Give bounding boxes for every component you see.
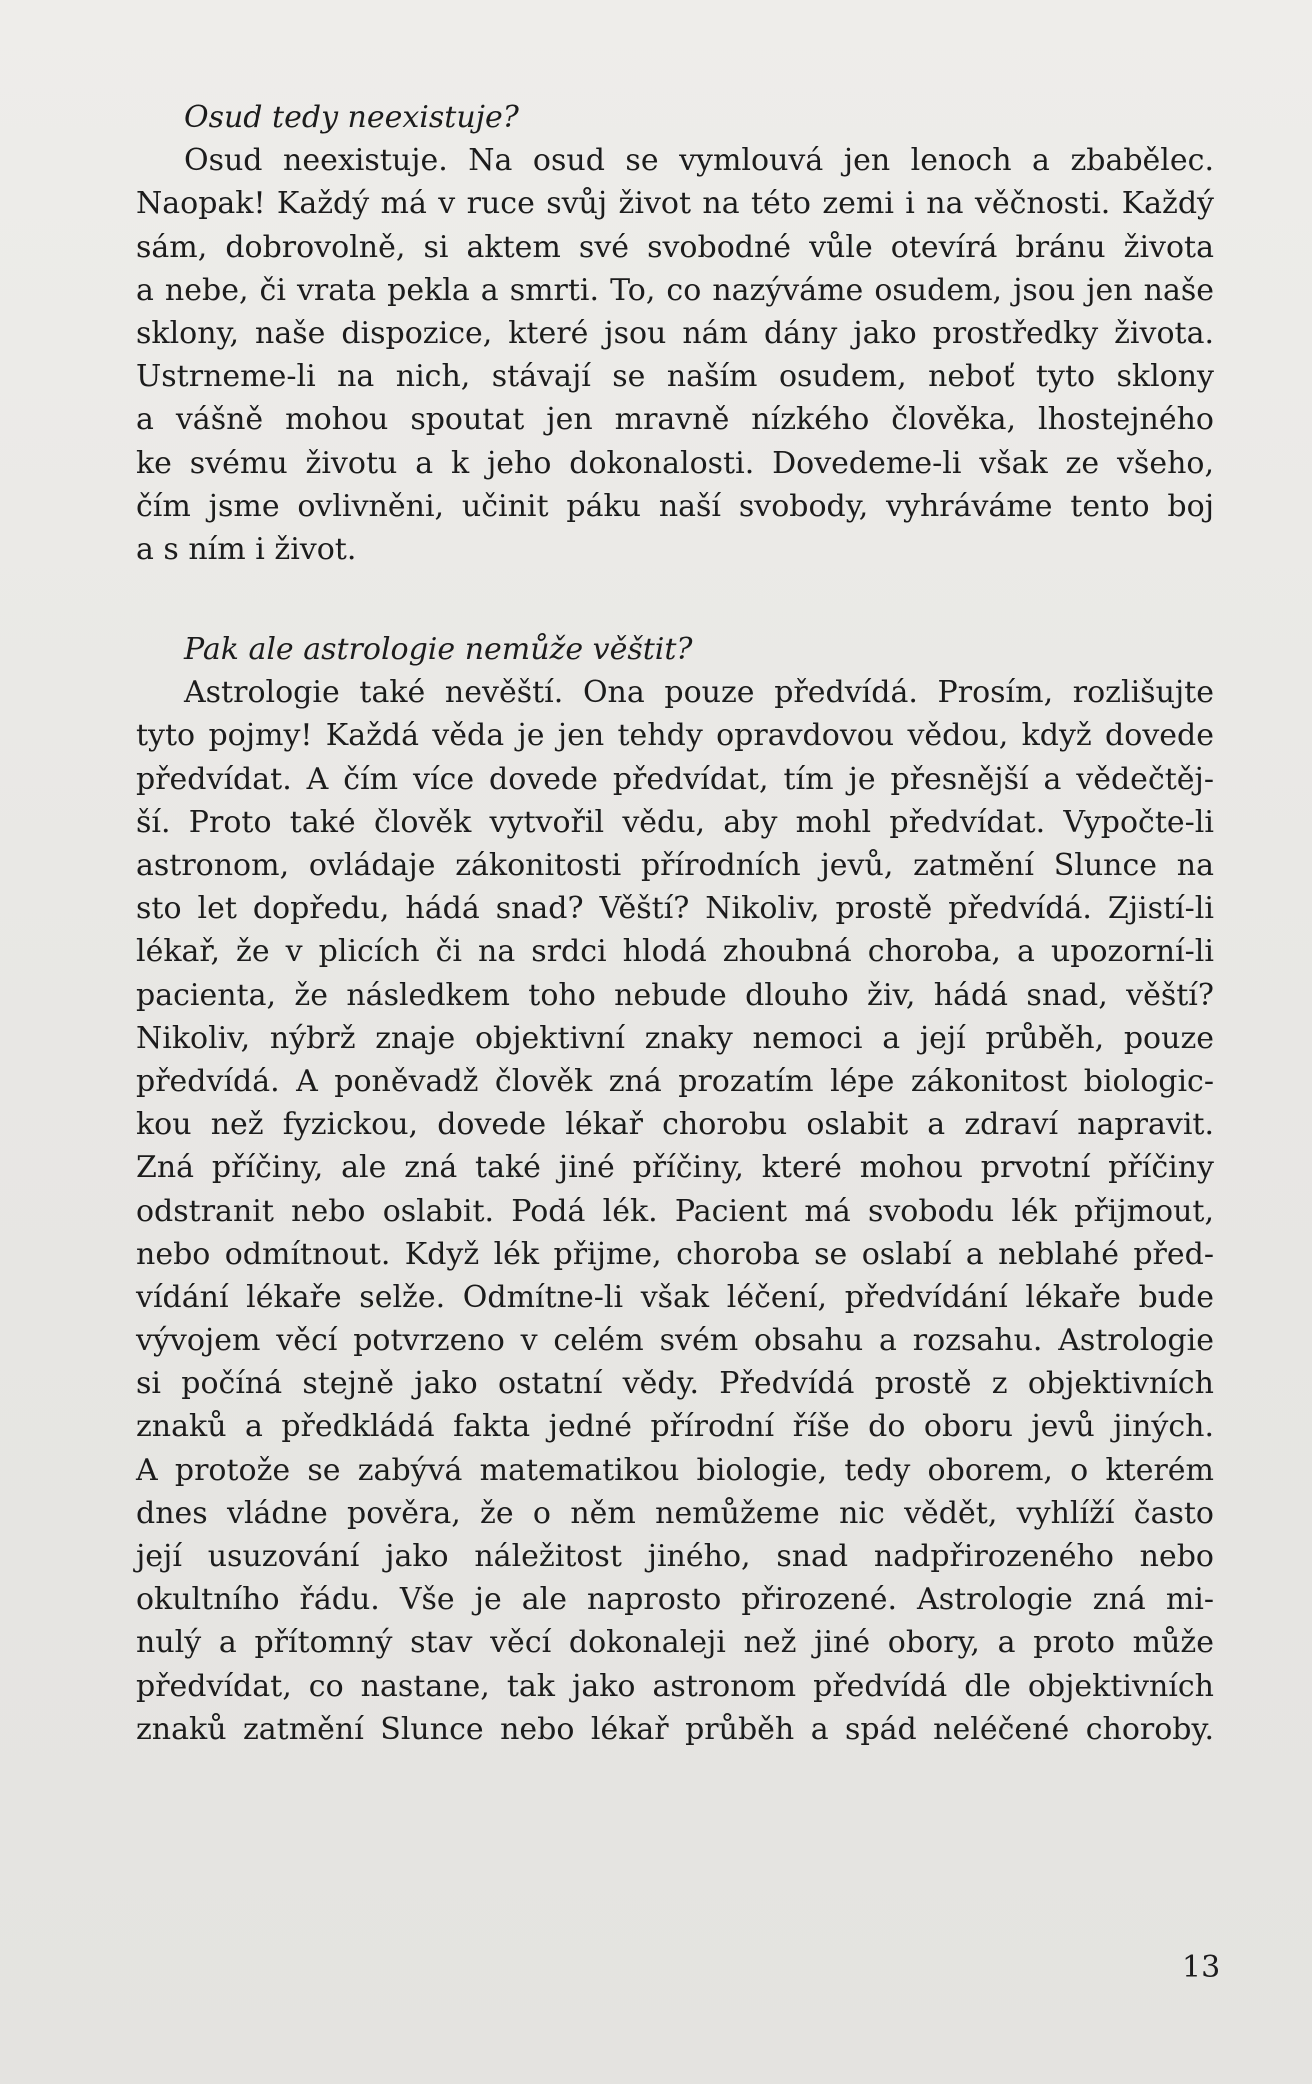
text-line: kou než fyzickou, dovede lékař chorobu oslabit a zdraví napravit. <box>136 1107 1214 1143</box>
text-line: předvídat. A čím více dovede předvídat, tím je přesnější a vědečtěj- <box>136 761 1214 797</box>
text-line: Astrologie také nevěští. Ona pouze předvídá. Prosím, rozlišujte <box>184 675 1214 711</box>
page-body <box>136 96 1214 1751</box>
text-line: sám, dobrovolně, si aktem své svobodné vůle otevírá bránu života <box>136 229 1214 265</box>
text-line: Ustrneme-li na nich, stávají se naším osudem, neboť tyto sklony <box>136 359 1214 395</box>
text-line: Nikoliv, nýbrž znaje objektivní znaky nemoci a její průběh, pouze <box>136 1020 1214 1056</box>
text-line: vídání lékaře selže. Odmítne-li však léčení, předvídání lékaře bude <box>136 1279 1214 1315</box>
text-line: pacienta, že následkem toho nebude dlouho živ, hádá snad, věští? <box>136 977 1214 1013</box>
text-line: a s ním i život. <box>136 531 357 567</box>
text-line: A protože se zabývá matematikou biologie, tedy oborem, o kterém <box>136 1452 1214 1488</box>
section-gap <box>136 571 1214 628</box>
text-line: Naopak! Každý má v ruce svůj život na této zemi i na věčnosti. Každý <box>136 186 1214 222</box>
text-line: předvídá. A poněvadž člověk zná prozatím lépe zákonitost biologic- <box>136 1063 1214 1099</box>
text-line: nebo odmítnout. Když lék přijme, choroba se oslabí a neblahé před- <box>136 1236 1214 1272</box>
text-line: si počíná stejně jako ostatní vědy. Předvídá prostě z objektivních <box>136 1366 1214 1402</box>
text-line: odstranit nebo oslabit. Podá lék. Pacient má svobodu lék přijmout, <box>136 1193 1214 1229</box>
text-line: nulý a přítomný stav věcí dokonaleji než jiné obory, a proto může <box>136 1625 1214 1661</box>
text-line: tyto pojmy! Každá věda je jen tehdy opravdovou vědou, když dovede <box>136 718 1214 754</box>
text-line: okultního řádu. Vše je ale naprosto přirozené. Astrologie zná mi- <box>136 1582 1214 1618</box>
text-line: ke svému životu a k jeho dokonalosti. Dovedeme-li však ze všeho, <box>136 445 1214 481</box>
text-line: a vášně mohou spoutat jen mravně nízkého člověka, lhostejného <box>136 402 1214 438</box>
text-line: dnes vládne pověra, že o něm nemůžeme nic vědět, vyhlíží často <box>136 1495 1214 1531</box>
text-line: Osud neexistuje. Na osud se vymlouvá jen lenoch a zbabělec. <box>184 143 1214 179</box>
page-number: 13 <box>1182 1950 1221 1985</box>
text-line: čím jsme ovlivněni, učinit páku naší svobody, vyhráváme tento boj <box>136 488 1214 524</box>
text-line: znaků zatmění Slunce nebo lékař průběh a spád neléčené choroby. <box>136 1711 1214 1747</box>
text-line: Zná příčiny, ale zná také jiné příčiny, které mohou prvotní příčiny <box>136 1150 1214 1186</box>
text-line: předvídat, co nastane, tak jako astronom předvídá dle objektivních <box>136 1668 1214 1704</box>
question-heading: Osud tedy neexistuje? <box>184 100 519 135</box>
text-line: lékař, že v plicích či na srdci hlodá zhoubná choroba, a upozorní-li <box>136 934 1214 970</box>
question-heading: Pak ale astrologie nemůže věštit? <box>184 632 693 668</box>
text-line: sto let dopředu, hádá snad? Věští? Nikoliv, prostě předvídá. Zjistí-li <box>136 891 1214 927</box>
section-fate <box>136 96 1214 571</box>
text-line: vývojem věcí potvrzeno v celém svém obsahu a rozsahu. Astrologie <box>136 1323 1214 1359</box>
text-line: a nebe, či vrata pekla a smrti. To, co nazýváme osudem, jsou jen naše <box>136 272 1214 308</box>
text-line: ší. Proto také člověk vytvořil vědu, aby mohl předvídat. Vypočte-li <box>136 804 1214 840</box>
text-line: její usuzování jako náležitost jiného, snad nadpřirozeného nebo <box>136 1539 1214 1574</box>
text-line: astronom, ovládaje zákonitosti přírodních jevů, zatmění Slunce na <box>136 848 1214 883</box>
text-line: znaků a předkládá fakta jedné přírodní říše do oboru jevů jiných. <box>136 1409 1214 1445</box>
text-line: sklony, naše dispozice, které jsou nám dány jako prostředky života. <box>136 315 1214 351</box>
section-astrology <box>136 628 1214 1751</box>
